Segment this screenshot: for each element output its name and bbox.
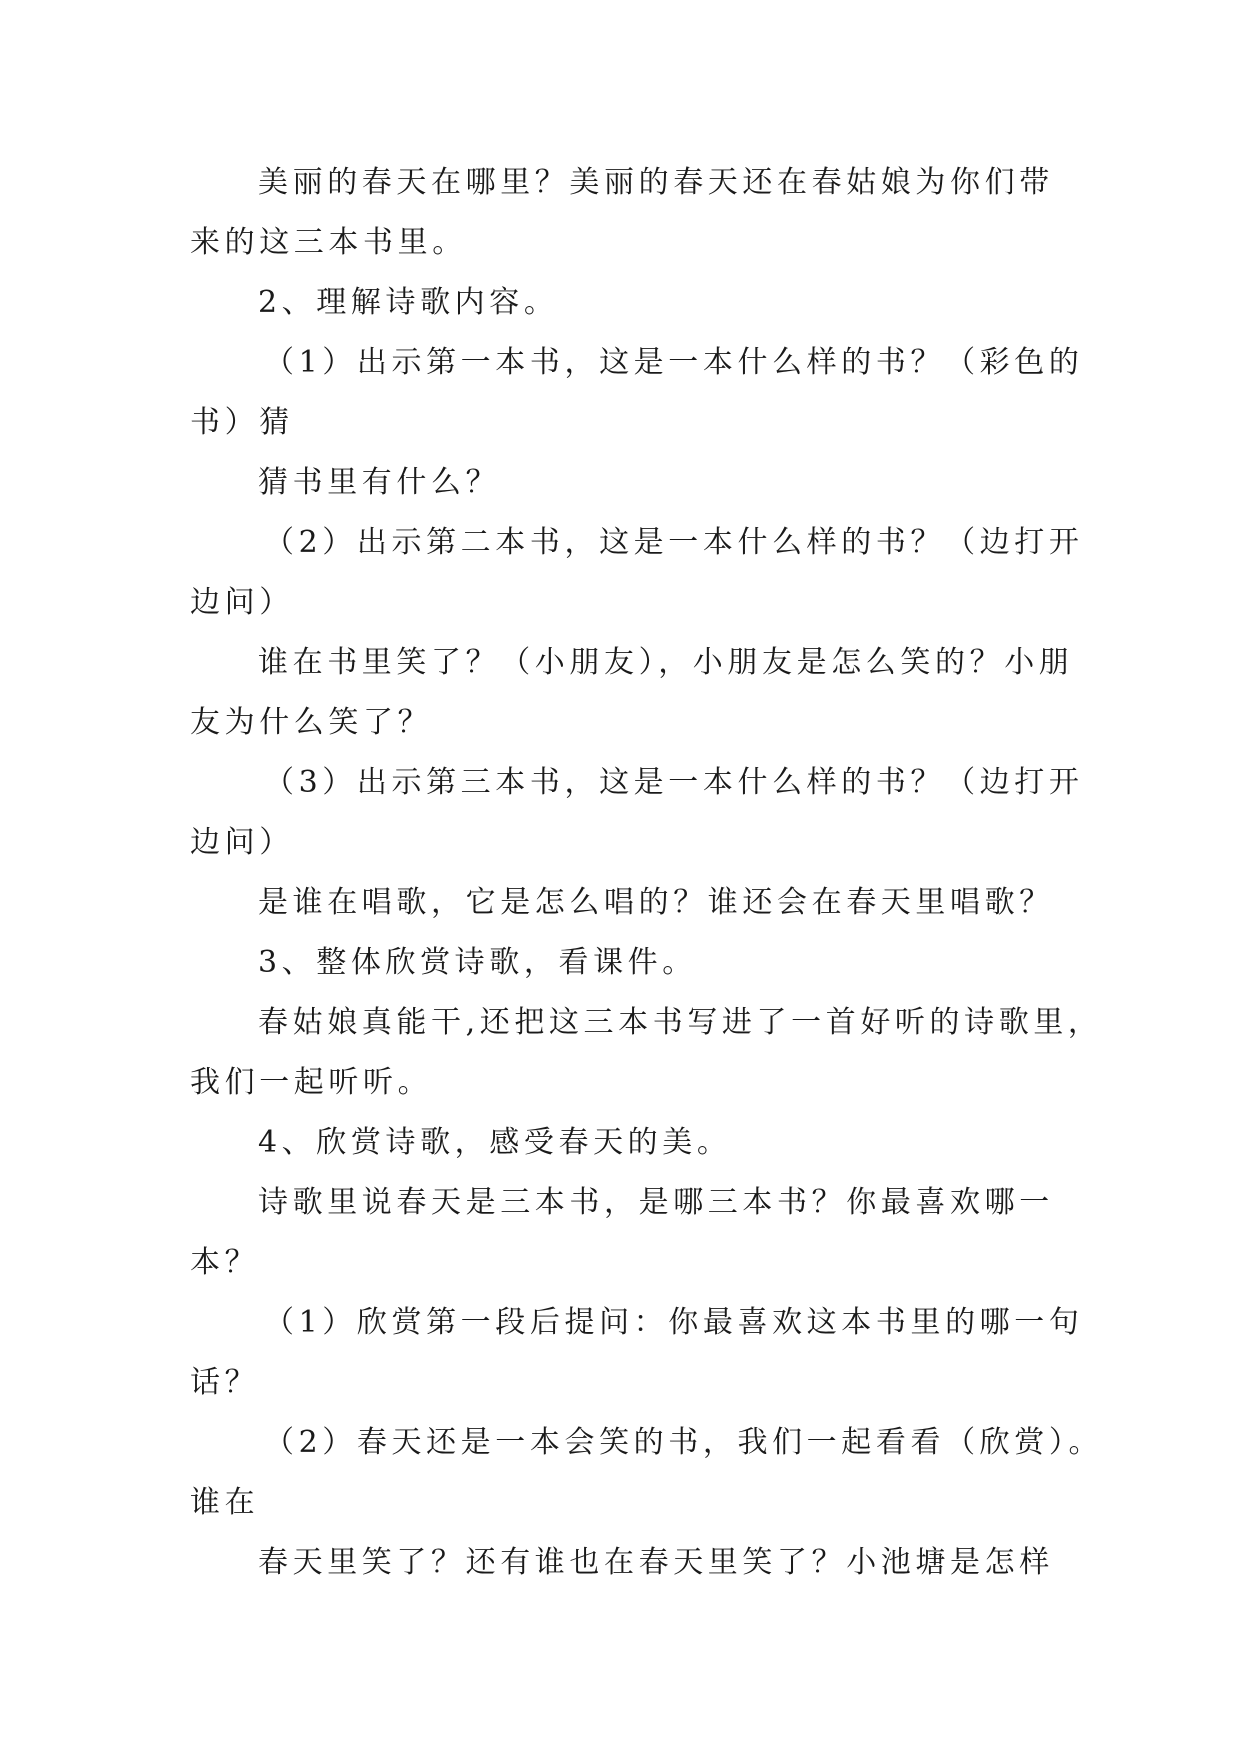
text-line: （3）出示第三本书，这是一本什么样的书？（边打开 [264, 765, 1084, 800]
text-line: 谁在 [190, 1485, 260, 1520]
text-line: 书）猜 [190, 405, 294, 440]
text-line: 话？ [190, 1365, 260, 1400]
text-line: 友为什么笑了？ [190, 705, 433, 740]
text-line: 我们一起听听。 [190, 1065, 433, 1100]
text-line: 3、整体欣赏诗歌，看课件。 [258, 945, 697, 980]
text-line: 是谁在唱歌，它是怎么唱的？谁还会在春天里唱歌？ [258, 885, 1054, 920]
text-line: （2）出示第二本书，这是一本什么样的书？（边打开 [264, 525, 1084, 560]
text-line: 谁在书里笑了？（小朋友），小朋友是怎么笑的？小朋 [258, 645, 1074, 680]
text-line: （2）春天还是一本会笑的书，我们一起看看（欣赏）。 [264, 1425, 1104, 1460]
text-line: 春天里笑了？还有谁也在春天里笑了？小池塘是怎样 [258, 1545, 1054, 1580]
text-line: （1）出示第一本书，这是一本什么样的书？（彩色的 [264, 345, 1084, 380]
text-line: （1）欣赏第一段后提问：你最喜欢这本书里的哪一句 [264, 1305, 1084, 1340]
text-line: 诗歌里说春天是三本书，是哪三本书？你最喜欢哪一 [258, 1185, 1054, 1220]
text-line: 4、欣赏诗歌，感受春天的美。 [258, 1125, 732, 1160]
text-line: 边问） [190, 585, 294, 620]
text-line: 美丽的春天在哪里？美丽的春天还在春姑娘为你们带 [258, 165, 1054, 200]
text-line: 春姑娘真能干,还把这三本书写进了一首好听的诗歌里， [258, 1005, 1103, 1040]
text-line: 边问） [190, 825, 294, 860]
text-line: 猜书里有什么？ [258, 465, 501, 500]
text-line: 2、理解诗歌内容。 [258, 285, 559, 320]
text-line: 本？ [190, 1245, 260, 1280]
text-line: 来的这三本书里。 [190, 225, 467, 260]
